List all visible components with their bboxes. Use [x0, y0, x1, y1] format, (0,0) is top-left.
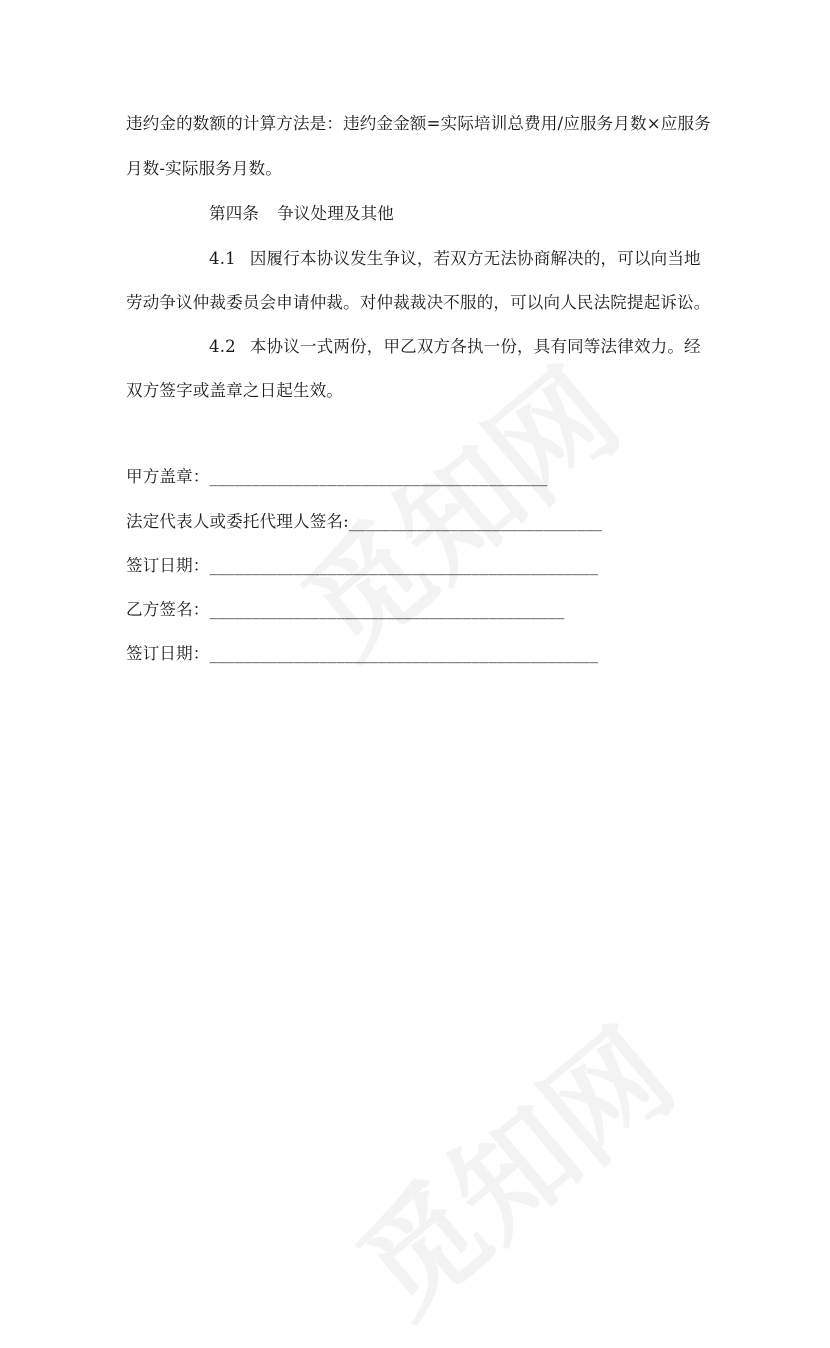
signature-blank: ______________________________ [348, 512, 603, 531]
signature-blank: ______________________________________________ [209, 556, 599, 575]
section-title: 争议处理及其他 [277, 204, 395, 223]
signature-label: 签订日期： [126, 644, 210, 663]
signature-field [126, 552, 598, 576]
clause-number: 4.1 [209, 249, 236, 268]
clause-text: 本协议一式两份，甲乙双方各执一份，具有同等法律效力。经 [249, 337, 701, 356]
section-number: 第四条 [209, 204, 260, 223]
signature-field [126, 640, 598, 664]
signature-blank: ______________________________________________ [209, 644, 599, 663]
clause-line [209, 333, 701, 357]
signature-blank: ________________________________________ [209, 467, 548, 486]
watermark [317, 984, 703, 1347]
paragraph-line: 违约金的数额的计算方法是：违约金金额=实际培训总费用/应服务月数×应服务 [126, 114, 711, 133]
signature-label: 签订日期： [126, 556, 210, 575]
signature-field [126, 596, 564, 620]
section-heading [209, 200, 394, 224]
signature-label: 甲方盖章： [126, 467, 210, 486]
signature-blank: __________________________________________ [209, 600, 565, 619]
signature-field [126, 463, 548, 487]
signature-field [126, 508, 602, 532]
signature-label: 乙方签名： [126, 600, 210, 619]
signature-label: 法定代表人或委托代理人签名: [126, 512, 349, 531]
clause-line [209, 245, 701, 269]
clause-number: 4.2 [209, 337, 236, 356]
paragraph-line: 劳动争议仲裁委员会申请仲裁。对仲裁裁决不服的，可以向人民法院提起诉讼。 [126, 293, 711, 312]
clause-text: 因履行本协议发生争议，若双方无法协商解决的，可以向当地 [249, 249, 701, 268]
paragraph-line: 月数-实际服务月数。 [126, 159, 283, 178]
paragraph-line: 双方签字或盖章之日起生效。 [126, 381, 344, 400]
